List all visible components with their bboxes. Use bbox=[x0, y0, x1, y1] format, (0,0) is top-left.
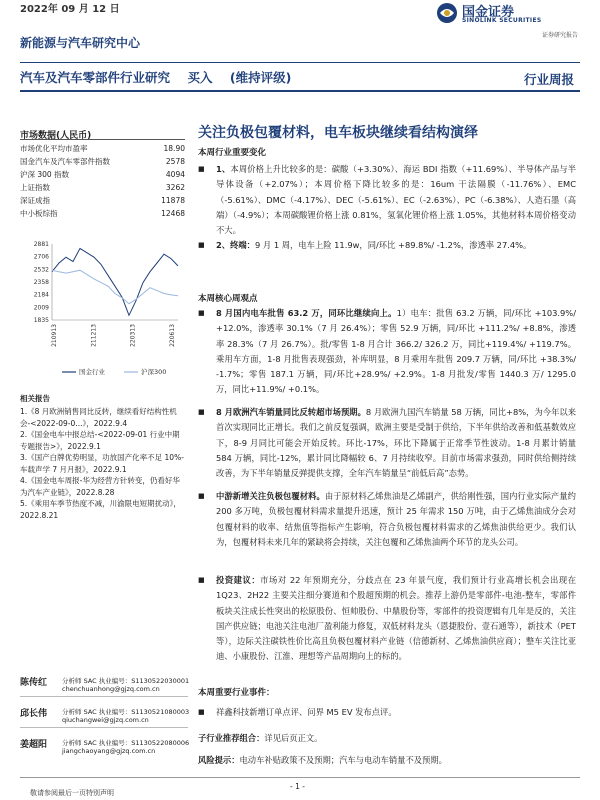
page-number: - 1 - bbox=[290, 782, 305, 791]
analyst-name: 邱长伟 bbox=[20, 709, 48, 719]
x-tick-label: 220313 bbox=[129, 324, 137, 347]
square-bullet-icon: ■ bbox=[198, 576, 205, 584]
bullet-price: ■ 1、本周价格上升比较多的是：碳酸（+3.30%）、海运 BDI 指数（+11.69%）、半导体产品与半导体设备（+2.07%）；本周价格下降比较多的是：16um 干法隔膜（-11.76%）、EMC（-5.61%）、DMC（-4.17%）、DEC（-5.61%）、EC（-2.63%）、PC（-6.38%）、人造石墨（高端）（-4.9%）；本周碳酸锂价格上涨 0.81%，氢氧化锂价格上涨 1.05%，其他材料本周价格变动不大。 bbox=[198, 164, 576, 236]
bullet-investment: ■ 投资建议：市场对 22 年预期充分，分歧点在 23 年景气度，我们预计行业高增长机会出现在 1Q23、2H22 主要关注细分赛道和个股超预期的机会。推荐上游仍是零部件-电池-整车，零部件板块关注成长性突出的松原股份、恒帅股份、中鼎股份等，零部件的投资逻辑有几年是反的，关注国产供应链；电池关注电池厂盈利能力修复，双低材料龙头（恩捷股份、壹石通等），新技术（PET 等），边际关注碳铁性价比高且负极包覆材料产业链（信德新材、乙烯焦油供应商）；整车关注比亚迪、小康股份、江淮、理想等产品周期向上的标的。 bbox=[198, 575, 576, 662]
square-bullet-icon: ■ bbox=[198, 708, 205, 716]
square-bullet-icon: ■ bbox=[198, 165, 205, 173]
square-bullet-icon: ■ bbox=[198, 492, 205, 500]
rating: 买入 bbox=[187, 70, 213, 85]
sub-industry-line: 子行业推荐组合：详见后页正文。 bbox=[198, 733, 323, 743]
related-report-list bbox=[20, 406, 185, 521]
x-tick-label: 211213 bbox=[90, 324, 98, 347]
header-rule-thick bbox=[20, 90, 580, 92]
bullet-events: ■ 祥鑫科技新增订单点评、问界 M5 EV 发布点评。 bbox=[198, 705, 576, 720]
y-tick-label: 2358 bbox=[33, 279, 49, 286]
list-item[interactable]: 5.《乘用车季节热度不减，川渝限电短期扰动》，2022.8.21 bbox=[20, 499, 181, 520]
industry-line bbox=[20, 68, 291, 86]
index-line-chart bbox=[18, 238, 188, 386]
table-row: 沪深 300 指数 4094 bbox=[20, 170, 185, 179]
list-item[interactable]: 1.《8 月欧洲销售同比反转，继续看好结构性机会-<2022-09-0...》，2022.9.4 bbox=[20, 407, 177, 428]
y-tick-label: 2009 bbox=[33, 304, 49, 312]
square-bullet-icon: ■ bbox=[198, 241, 205, 249]
table-row: 上证指数 3262 bbox=[20, 183, 185, 192]
report-date: 2022年 09 月 12 日 bbox=[20, 4, 120, 15]
sinolink-logo-icon bbox=[436, 2, 458, 24]
related-title: 相关报告 bbox=[20, 394, 50, 403]
y-tick-label: 2184 bbox=[33, 291, 49, 299]
report-title: 关注负极包覆材料，电车板块继续看结构演绎 bbox=[198, 125, 478, 141]
y-tick-label: 2881 bbox=[33, 241, 49, 248]
legend-label: 国金行业 bbox=[79, 368, 105, 376]
industry-name: 汽车及汽车零部件行业研究 bbox=[20, 70, 171, 85]
table-row: 市场优化平均市盈率 18.90 bbox=[20, 144, 185, 153]
risk-line: 风险提示：电动车补贴政策不及预期；汽车与电动车销量不及预期。 bbox=[198, 755, 447, 765]
footer-rule bbox=[20, 777, 580, 778]
x-tick-label: 220613 bbox=[169, 324, 176, 347]
disclaimer-note: 敬请参阅最后一页特别声明 bbox=[30, 789, 114, 797]
list-item[interactable]: 2.《国金电车中报总结-<2022-09-01 行业中期专题报告>》，2022.9.1 bbox=[20, 430, 180, 451]
report-type: 行业周报 bbox=[523, 72, 574, 87]
bullet-terminal: ■ 2、终端：9 月 1 周，电车上险 11.9w，同/环比 +89.8%/ -1.2%，渗透率 27.4%。 bbox=[198, 238, 576, 253]
legend-label: 沪深300 bbox=[141, 368, 167, 376]
analyst-role: 分析师 SAC 执业编号：S1130522030001 bbox=[62, 677, 190, 685]
bullet-anode: ■ 中游新增关注负极包覆材料。由于原材料乙烯焦油是乙烯副产，供给刚性强，国内行业实际产量约 200 多万吨，负极包覆材料需求量提升迅速，预计 25 年需求 150 万吨，由于乙烯焦油成分会对包覆材料的收率、结焦值等指标产生影响，符合负极包覆材料需求的乙烯焦油供给更少。我们认为，包覆材料未来几年的紧缺将会持续，关注包覆和乙烯焦油两个环节的龙头公司。 bbox=[198, 491, 576, 547]
market-data-title: 市场数据(人民币) bbox=[20, 131, 92, 141]
analyst-email[interactable]: chenchuanhong@gjzq.com.cn bbox=[62, 685, 160, 693]
logo-sub: 证券研究报告 bbox=[541, 32, 578, 39]
square-bullet-icon: ■ bbox=[198, 309, 205, 317]
header-rule bbox=[20, 62, 580, 63]
y-tick-label: 2532 bbox=[33, 266, 49, 274]
y-tick-label: 1835 bbox=[33, 317, 49, 324]
list-item[interactable]: 3.《国产白牌优势明显，功放国产化率不足 10%-车载声学 7 月月报》，2022.9.1 bbox=[20, 453, 184, 474]
research-center: 新能源与汽车研究中心 bbox=[20, 36, 141, 50]
analyst-email[interactable]: jiangchaoyang@gjzq.com.cn bbox=[62, 747, 156, 755]
square-bullet-icon: ■ bbox=[198, 408, 205, 416]
sinolink-logo bbox=[428, 0, 578, 39]
table-row: 深证成指 11878 bbox=[20, 196, 185, 205]
y-tick-label: 2706 bbox=[33, 253, 49, 261]
table-row: 国金汽车及汽车零部件指数 2578 bbox=[20, 157, 185, 166]
logo-cn: 国金证券 bbox=[462, 5, 515, 20]
bullet-domestic: ■ 8 月国内电车批售 63.2 万，同环比继续向上。1）电车：批售 63.2 万辆，同/环比 +103.9%/ +12.0%，渗透率 30.1%（7 月 26.4%）；零售 52.9 万辆，同/环比 +111.2%/ +8.8%，渗透率 28.3%（7 月 26.7%）。批/零售 1-8 月合计 366.2/ 326.2 万，同比+119.4%/ +119.7%。乘用车方面，1-8 月批售表现强劲，补库明显，8 月乘用车批售 209.7 万辆，同/环比 +38.3%/ -1.7%；零售 187.1 万辆，同/环比+28.9%/ +2.9%。1-8 月批发/零售 1440.3 万/ 1295.0 万，同比+11.9%/ +0.1%。 bbox=[198, 308, 576, 395]
analyst-name: 陈传红 bbox=[20, 678, 48, 688]
section-heading: 本周重要行业事件： bbox=[198, 688, 275, 698]
analyst-email[interactable]: qiuchangwei@gjzq.com.cn bbox=[62, 716, 149, 724]
section-heading: 本周行业重要变化 bbox=[198, 148, 267, 158]
x-tick-label: 210913 bbox=[51, 324, 58, 347]
analyst-name: 姜超阳 bbox=[20, 740, 48, 750]
rating-note: (维持评级) bbox=[229, 70, 292, 85]
list-item[interactable]: 4.《国金电车周报-华为经营方针转变，仍看好华为汽车产业链》，2022.8.28 bbox=[20, 476, 180, 497]
bullet-europe: ■ 8 月欧洲汽车销量同比反转超市场预期。8 月欧洲九国汽车销量 58 万辆，同比+8%，为今年以来首次实现同比正增长。我们之前反复强调，欧洲主要是受制于供给，下半年供给改善和低基数效应下，8-9 月同比可能会开始反转。环比-17%，环比下降属于正常季节性波动。1-8 月累计销量 584 万辆，同比-12%，累计同比降幅较 6、7 月持续收窄。目前市场需求强劲，同时供给侧持续改善，为下半年销量反弹提供支撑，全年汽车销量呈“前低后高”态势。 bbox=[198, 407, 576, 479]
analyst-role: 分析师 SAC 执业编号：S1130521080003 bbox=[62, 708, 190, 716]
table-row: 中小板综指 12468 bbox=[20, 209, 185, 218]
series-line bbox=[52, 248, 178, 315]
logo-en: SINOLINK SECURITIES bbox=[462, 17, 542, 24]
analyst-role: 分析师 SAC 执业编号：S1130522080006 bbox=[62, 739, 190, 747]
section-heading: 本周核心周观点 bbox=[198, 294, 258, 304]
market-rule bbox=[20, 139, 185, 140]
market-data-table bbox=[20, 142, 185, 220]
